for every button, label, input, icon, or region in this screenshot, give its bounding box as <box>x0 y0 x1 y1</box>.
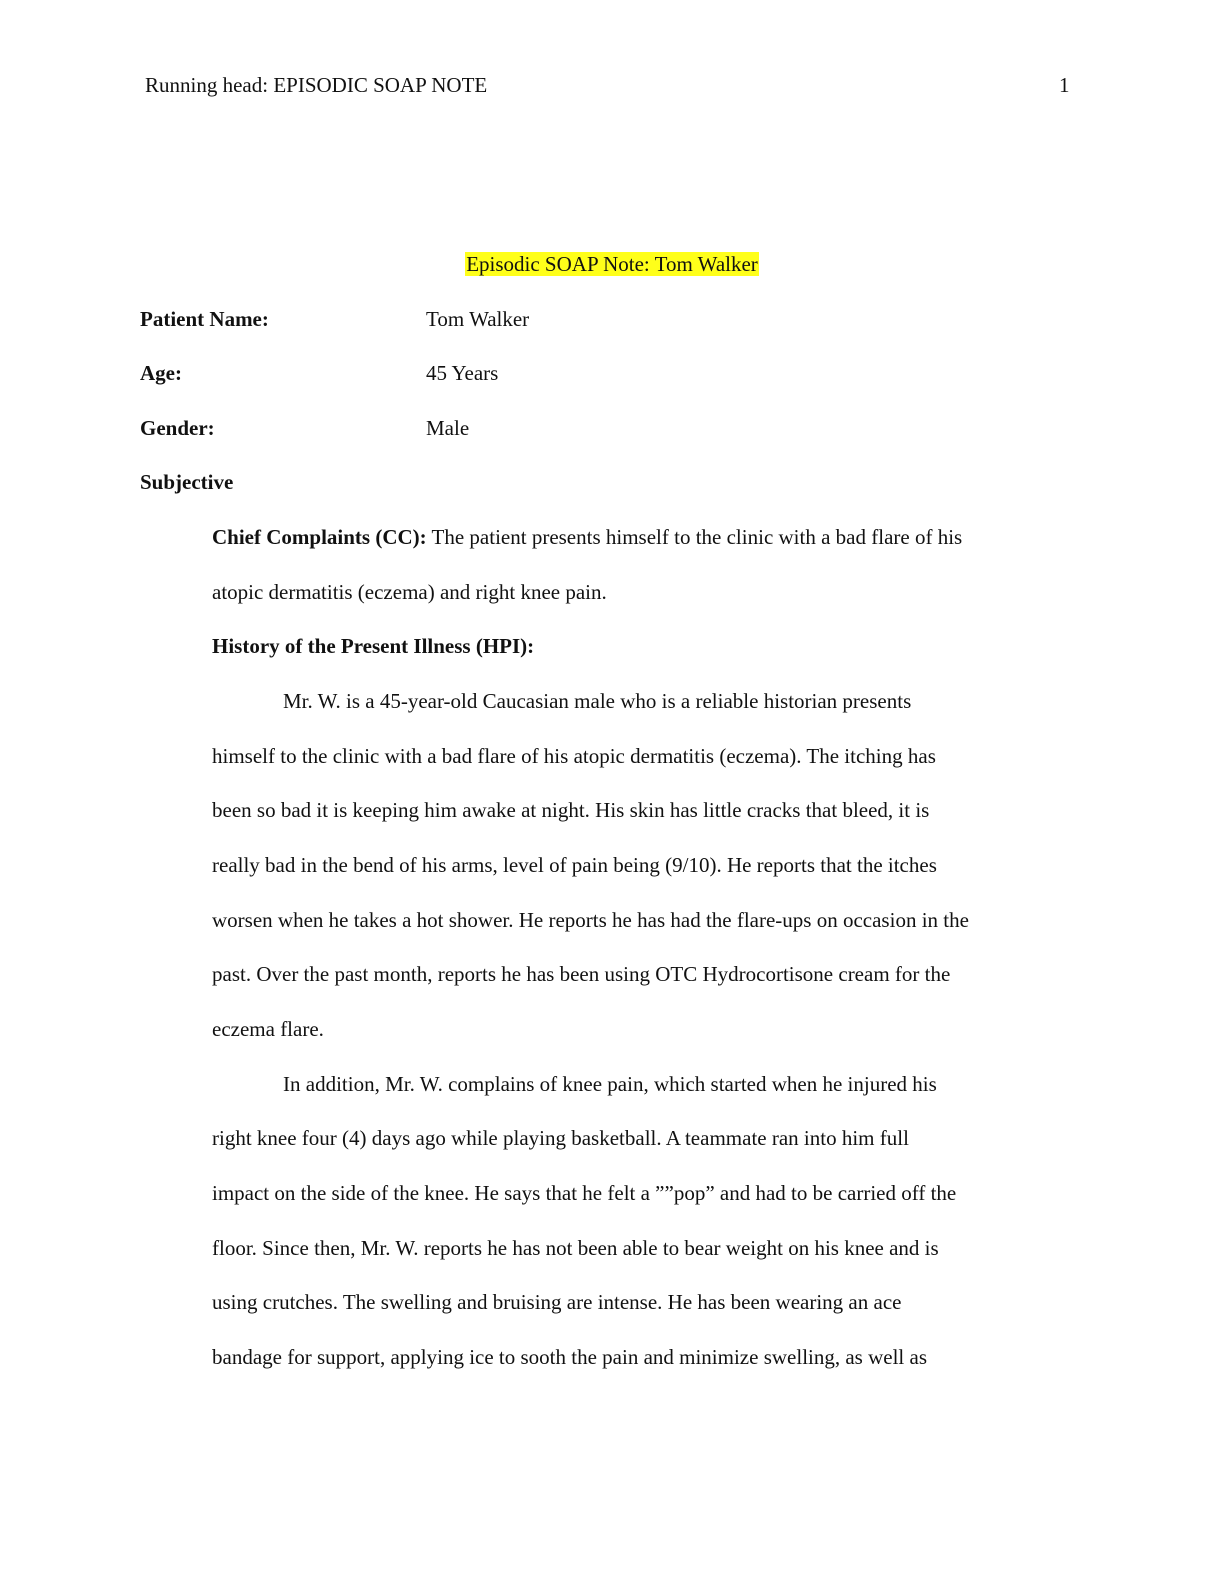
chief-complaint-text: The patient presents himself to the clinic with a bad flare of his <box>426 525 963 549</box>
hpi-paragraph-1-line: Mr. W. is a 45-year-old Caucasian male who is a reliable historian presents <box>283 689 912 713</box>
hpi-paragraph-1-line: really bad in the bend of his arms, level of pain being (9/10). He reports that the itches <box>212 853 937 877</box>
age-value: 45 Years <box>426 361 499 385</box>
hpi-paragraph-1-line: been so bad it is keeping him awake at night. His skin has little cracks that bleed, it is <box>212 798 930 822</box>
hpi-paragraph-1-line: past. Over the past month, reports he has been using OTC Hydrocortisone cream for the <box>212 962 951 986</box>
hpi-paragraph-2-line: right knee four (4) days ago while playing basketball. A teammate ran into him full <box>212 1126 909 1150</box>
hpi-paragraph-2-line: In addition, Mr. W. complains of knee pain, which started when he injured his <box>283 1072 937 1096</box>
hpi-heading: History of the Present Illness (HPI): <box>212 634 535 658</box>
subjective-heading: Subjective <box>140 470 234 494</box>
patient-name-label: Patient Name: <box>140 307 269 331</box>
hpi-paragraph-1-line: worsen when he takes a hot shower. He reports he has had the flare-ups on occasion in the <box>212 908 969 932</box>
chief-complaint-label: Chief Complaints (CC): <box>212 525 427 549</box>
gender-label: Gender: <box>140 416 215 440</box>
chief-complaint-line <box>212 525 962 549</box>
hpi-paragraph-2-line: bandage for support, applying ice to sooth the pain and minimize swelling, as well as <box>212 1345 928 1369</box>
age-label: Age: <box>140 361 182 385</box>
hpi-paragraph-2-line: impact on the side of the knee. He says that he felt a ””pop” and had to be carried off the <box>212 1181 957 1205</box>
running-head: Running head: EPISODIC SOAP NOTE <box>145 73 488 97</box>
hpi-paragraph-1-line: himself to the clinic with a bad flare of his atopic dermatitis (eczema). The itching has <box>212 744 936 768</box>
hpi-paragraph-1-line: eczema flare. <box>212 1017 324 1041</box>
document-title <box>0 252 1224 276</box>
hpi-paragraph-2-line: using crutches. The swelling and bruising are intense. He has been wearing an ace <box>212 1290 902 1314</box>
patient-name-value: Tom Walker <box>426 307 530 331</box>
gender-value: Male <box>426 416 470 440</box>
document-title-text: Episodic SOAP Note: Tom Walker <box>466 252 758 276</box>
hpi-paragraph-2-line: floor. Since then, Mr. W. reports he has not been able to bear weight on his knee and is <box>212 1236 939 1260</box>
chief-complaint-continuation: atopic dermatitis (eczema) and right knee pain. <box>212 580 607 604</box>
page-number: 1 <box>1059 73 1070 97</box>
